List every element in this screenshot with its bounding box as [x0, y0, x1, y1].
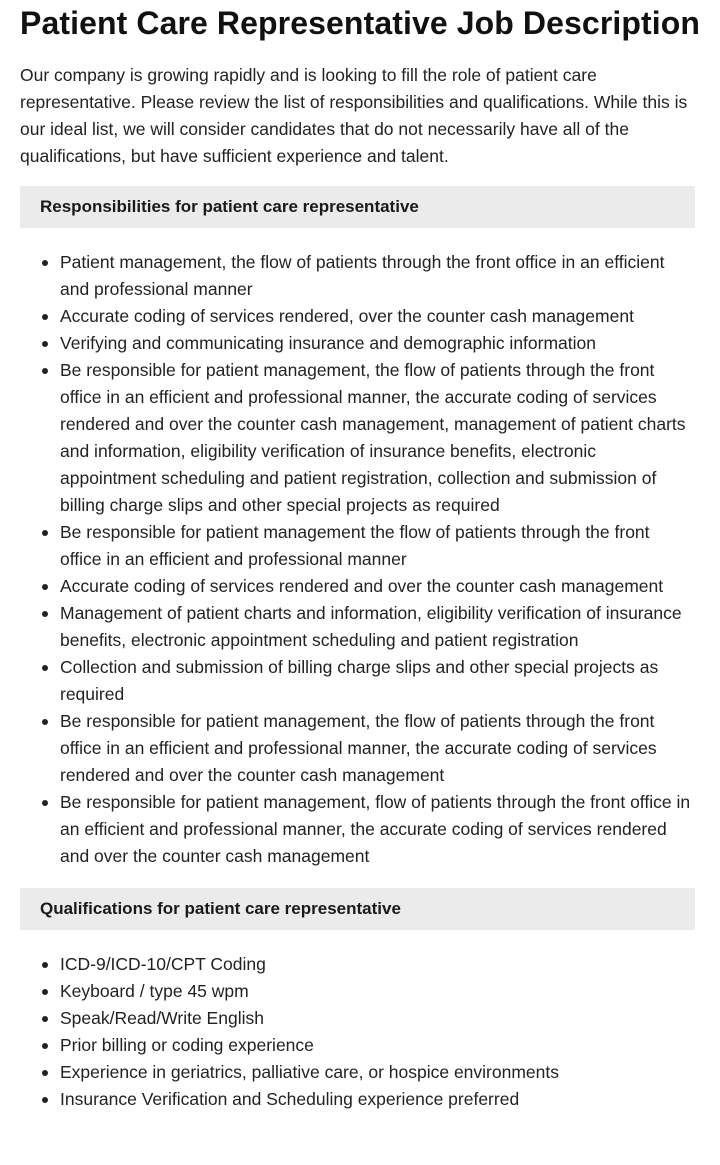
list-item-text: Management of patient charts and information, eligibility verification of insurance benefits, electronic appointment scheduling and patient registration	[60, 603, 682, 650]
list-item	[60, 1059, 695, 1086]
bullet-icon	[42, 584, 48, 590]
list-item-text: Accurate coding of services rendered, over the counter cash management	[60, 306, 634, 326]
list-item-text: Verifying and communicating insurance and demographic information	[60, 333, 596, 353]
bullet-icon	[42, 719, 48, 725]
bullet-icon	[42, 665, 48, 671]
list-item	[60, 1032, 695, 1059]
bullet-icon	[42, 530, 48, 536]
qualifications-section	[20, 888, 695, 1113]
list-item	[60, 789, 695, 870]
list-item-text: Be responsible for patient management the flow of patients through the front office in an efficient and professional manner	[60, 522, 650, 569]
bullet-icon	[42, 1016, 48, 1022]
bullet-icon	[42, 314, 48, 320]
list-item	[60, 708, 695, 789]
list-item-text: Experience in geriatrics, palliative care, or hospice environments	[60, 1062, 559, 1082]
list-item-text: Accurate coding of services rendered and over the counter cash management	[60, 576, 664, 596]
qualifications-list	[20, 951, 695, 1113]
list-item-text: Be responsible for patient management, the flow of patients through the front office in an efficient and professional manner, the accurate coding of services rendered and over the counter cash management	[60, 711, 657, 785]
bullet-icon	[42, 800, 48, 806]
list-item-text: Prior billing or coding experience	[60, 1035, 314, 1055]
responsibilities-list	[20, 249, 695, 870]
list-item-text: Patient management, the flow of patients through the front office in an efficient and professional manner	[60, 252, 665, 299]
list-item	[60, 519, 695, 573]
bullet-icon	[42, 368, 48, 374]
list-item-text: Be responsible for patient management, the flow of patients through the front office in an efficient and professional manner, the accurate coding of services rendered and over the counter cash management, management of patient charts and information, eligibility verification of insurance benefits, electronic appointment scheduling and patient registration, collection and submission of billing charge slips and other special projects as required	[60, 360, 686, 515]
list-item	[60, 1086, 695, 1113]
list-item	[60, 654, 695, 708]
list-item	[60, 951, 695, 978]
list-item	[60, 303, 695, 330]
responsibilities-heading: Responsibilities for patient care representative	[20, 186, 695, 228]
list-item	[60, 978, 695, 1005]
list-item	[60, 330, 695, 357]
list-item	[60, 1005, 695, 1032]
bullet-icon	[42, 962, 48, 968]
list-item	[60, 600, 695, 654]
intro-paragraph: Our company is growing rapidly and is looking to fill the role of patient care representative. Please review the list of responsibilities and qualifications. While this is our ideal list, we will consider candidates that do not necessarily have all of the qualifications, but have sufficient experience and talent.	[20, 65, 688, 166]
list-item-text: ICD-9/ICD-10/CPT Coding	[60, 954, 266, 974]
list-item	[60, 357, 695, 519]
bullet-icon	[42, 1097, 48, 1103]
bullet-icon	[42, 1043, 48, 1049]
bullet-icon	[42, 260, 48, 266]
bullet-icon	[42, 989, 48, 995]
list-item-text: Insurance Verification and Scheduling experience preferred	[60, 1089, 520, 1109]
qualifications-heading: Qualifications for patient care representative	[20, 888, 695, 930]
list-item	[60, 573, 695, 600]
bullet-icon	[42, 341, 48, 347]
list-item-text: Keyboard / type 45 wpm	[60, 981, 249, 1001]
bullet-icon	[42, 611, 48, 617]
bullet-icon	[42, 1070, 48, 1076]
list-item-text: Collection and submission of billing charge slips and other special projects as required	[60, 657, 659, 704]
list-item-text: Speak/Read/Write English	[60, 1008, 264, 1028]
list-item-text: Be responsible for patient management, flow of patients through the front office in an efficient and professional manner, the accurate coding of services rendered and over the counter cash management	[60, 792, 691, 866]
page-title: Patient Care Representative Job Description	[20, 5, 701, 41]
list-item	[60, 249, 695, 303]
